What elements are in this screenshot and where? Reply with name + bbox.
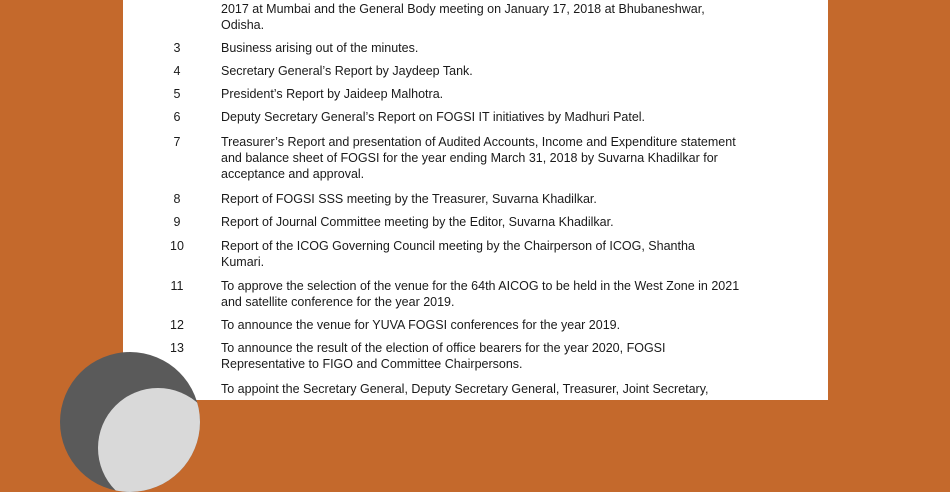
item-number: 3 — [173, 41, 181, 55]
text-line: Treasurer’s Report and presentation of Audited Accounts, Income and Expenditure statement — [221, 135, 736, 149]
text-line: Report of Journal Committee meeting by the Editor, Suvarna Khadilkar. — [221, 215, 614, 229]
item-text — [221, 381, 791, 397]
text-line: Report of FOGSI SSS meeting by the Treasurer, Suvarna Khadilkar. — [221, 192, 597, 206]
text-line: Deputy Secretary General’s Report on FOGSI IT initiatives by Madhuri Patel. — [221, 110, 646, 124]
text-line: To approve the selection of the venue for the 64th AICOG to be held in the West Zone in 2021 — [221, 279, 740, 293]
text-line: Secretary General’s Report by Jaydeep Tank. — [221, 64, 473, 78]
item-number: 12 — [170, 318, 184, 332]
item-text — [221, 238, 791, 270]
item-number: 10 — [170, 239, 184, 253]
item-number: 4 — [173, 64, 181, 78]
item-text — [221, 1, 791, 33]
decorative-circle — [60, 352, 200, 492]
decorative-circle-inner — [98, 388, 200, 492]
item-text — [221, 63, 791, 79]
item-number: 6 — [173, 110, 181, 124]
document-page — [123, 0, 828, 400]
text-line: Representative to FIGO and Committee Chairpersons. — [221, 357, 523, 371]
item-text — [221, 40, 791, 56]
item-text — [221, 340, 791, 372]
item-text — [221, 214, 791, 230]
text-line: To announce the venue for YUVA FOGSI conferences for the year 2019. — [221, 318, 621, 332]
text-line: President’s Report by Jaideep Malhotra. — [221, 87, 444, 101]
item-text — [221, 86, 791, 102]
text-line: Report of the ICOG Governing Council meeting by the Chairperson of ICOG, Shantha — [221, 239, 695, 253]
item-text — [221, 109, 791, 125]
item-number: 7 — [173, 135, 181, 149]
text-line: 2017 at Mumbai and the General Body meeting on January 17, 2018 at Bhubaneshwar, — [221, 2, 705, 16]
item-number: 5 — [173, 87, 181, 101]
text-line: Business arising out of the minutes. — [221, 41, 419, 55]
text-line: To announce the result of the election of office bearers for the year 2020, FOGSI — [221, 341, 666, 355]
item-number: 9 — [173, 215, 181, 229]
item-number: 13 — [170, 341, 184, 355]
item-text — [221, 134, 791, 182]
text-line: acceptance and approval. — [221, 167, 365, 181]
item-text — [221, 278, 791, 310]
text-line: and balance sheet of FOGSI for the year ending March 31, 2018 by Suvarna Khadilkar for — [221, 151, 718, 165]
text-line: Kumari. — [221, 255, 265, 269]
item-number: 11 — [170, 279, 184, 293]
item-number: 8 — [173, 192, 181, 206]
item-text — [221, 317, 791, 333]
text-line: Odisha. — [221, 18, 265, 32]
text-line: and satellite conference for the year 2019. — [221, 295, 455, 309]
item-text — [221, 191, 791, 207]
text-line: To appoint the Secretary General, Deputy Secretary General, Treasurer, Joint Secretary, — [221, 382, 709, 396]
